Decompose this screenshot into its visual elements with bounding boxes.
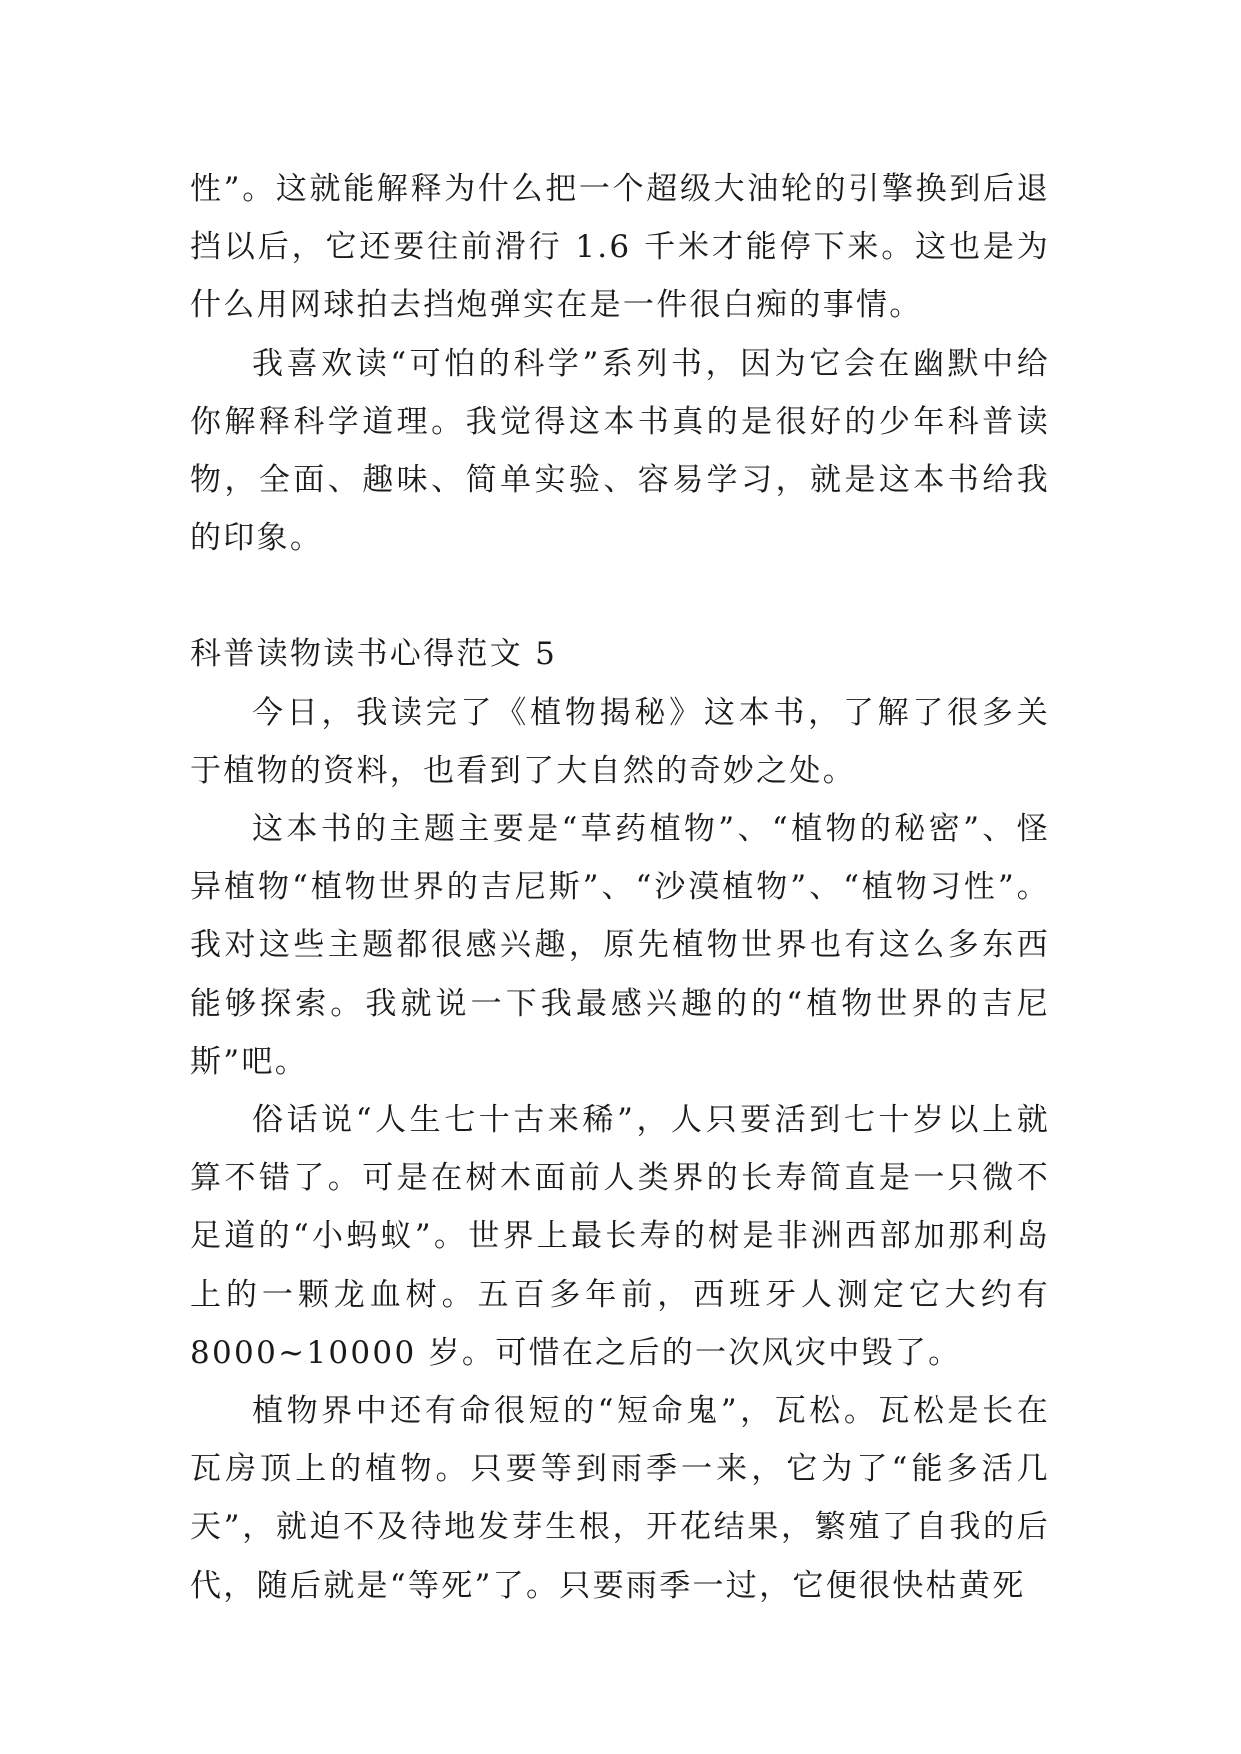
paragraph: 植物界中还有命很短的“短命鬼”，瓦松。瓦松是长在瓦房顶上的植物。只要等到雨季一来，它为了“能多活几天”，就迫不及待地发芽生根，开花结果，繁殖了自我的后代，随后就是“等死”了。只要雨季一过，它便很快枯黄死 bbox=[190, 1393, 1050, 1604]
paragraph: 今日，我读完了《植物揭秘》这本书，了解了很多关于植物的资料，也看到了大自然的奇妙之处。 bbox=[190, 694, 1050, 789]
paragraph: 我喜欢读“可怕的科学”系列书，因为它会在幽默中给你解释科学道理。我觉得这本书真的是很好的少年科普读物，全面、趣味、简单实验、容易学习，就是这本书给我的印象。 bbox=[190, 345, 1050, 557]
paragraph: 俗话说“人生七十古来稀”，人只要活到七十岁以上就算不错了。可是在树木面前人类界的长寿简直是一只微不足道的“小蚂蚁”。世界上最长寿的树是非洲西部加那利岛上的一颗龙血树。五百多年前，西班牙人测定它大约有 8000~10000 岁。可惜在之后的一次风灾中毁了。 bbox=[190, 1102, 1050, 1371]
paragraph: 这本书的主题主要是“草药植物”、“植物的秘密”、怪异植物“植物世界的吉尼斯”、“沙漠植物”、“植物习性”。我对这些主题都很感兴趣，原先植物世界也有这么多东西能够探索。我就说一下我最感兴趣的的“植物世界的吉尼斯”吧。 bbox=[190, 811, 1050, 1080]
section-heading: 科普读物读书心得范文 5 bbox=[190, 636, 558, 673]
document-page bbox=[190, 160, 1050, 1615]
paragraph-continued: 性”。这就能解释为什么把一个超级大油轮的引擎换到后退挡以后，它还要往前滑行 1.6 千米才能停下来。这也是为什么用网球拍去挡炮弹实在是一件很白痴的事情。 bbox=[190, 171, 1050, 324]
